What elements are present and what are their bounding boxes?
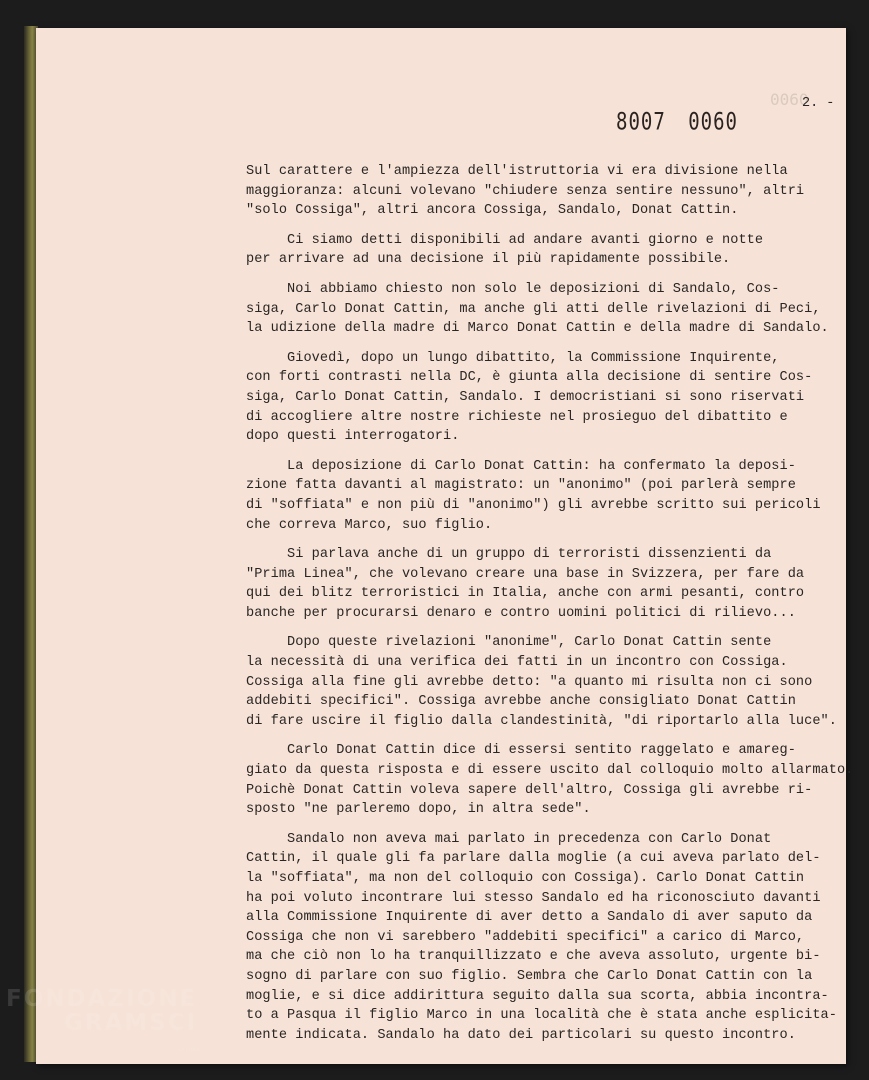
watermark-logo — [6, 986, 200, 1053]
text-line: ma che ciò non lo ha tranquillizzato e che aveva assoluto, urgente bi- — [246, 949, 821, 965]
text-line: dopo questi interrogatori. — [246, 429, 460, 445]
text-line: banche per procurarsi denaro e contro uomini politici di rilievo... — [246, 605, 796, 621]
text-line: siga, Carlo Donat Cattin, Sandalo. I democristiani si sono riservati — [246, 389, 805, 405]
text-line: la "soffiata", ma non del colloquio con Cossiga). Carlo Donat Cattin — [246, 871, 805, 886]
text-line: ha poi voluto incontrare lui stesso Sandalo ed ha riconosciuto davanti — [246, 890, 821, 906]
text-line: di fare uscire il figlio dalla clandestinità, "di riportarlo alla luce". — [246, 713, 837, 729]
paragraph — [246, 162, 826, 221]
text-line: Sandalo non aveva mai parlato in precedenza con Carlo Donat — [246, 831, 772, 847]
text-line: addebiti specifici". Cossiga avrebbe anche consigliato Donat Cattin — [246, 694, 796, 710]
text-line: la necessità di una verifica dei fatti in un incontro con Cossiga. — [246, 655, 788, 671]
text-line: Si parlava anche di un gruppo di terroristi dissenzienti da — [246, 547, 772, 563]
text-line: Cossiga alla fine gli avrebbe detto: "a quanto mi risulta non ci sono — [246, 674, 813, 690]
text-line: qui dei blitz terroristici in Italia, anche con armi pesanti, contro — [246, 586, 805, 602]
text-line: maggioranza: alcuni volevano "chiudere senza sentire nessuno", altri — [246, 183, 805, 199]
text-line: to a Pasqua il figlio Marco in una località che è stata anche esplicita- — [246, 1008, 837, 1024]
text-line: che correva Marco, suo figlio. — [246, 517, 493, 533]
text-line: Carlo Donat Cattin dice di essersi sentito raggelato e amareg- — [246, 743, 796, 759]
paragraph — [246, 830, 837, 1046]
faint-stamp-show-through: 0060 — [770, 90, 809, 109]
text-line: zione fatta davanti al magistrato: un "anonimo" (poi parlerà sempre — [246, 478, 796, 494]
paragraph — [246, 633, 837, 731]
text-line: di accogliere altre nostre richieste nel prosieguo del dibattito e — [246, 409, 788, 425]
text-line: Giovedì, dopo un lungo dibattito, la Commissione Inquirente, — [246, 350, 780, 366]
text-line: alla Commissione Inquirente di aver detto a Sandalo di aver saputo da — [246, 910, 813, 926]
text-line: La deposizione di Carlo Donat Cattin: ha confermato la deposi- — [246, 458, 796, 474]
text-line: Cattin, il quale gli fa parlare dalla moglie (a cui aveva parlato del- — [246, 851, 821, 867]
paragraph — [246, 545, 826, 623]
page-number: 2. - — [802, 96, 835, 111]
text-line: Cossiga che non vi sarebbero "addebiti specifici" a carico di Marco, — [246, 929, 805, 945]
text-line: per arrivare ad una decisione il più rapidamente possibile. — [246, 252, 731, 268]
text-line: Poichè Donat Cattin voleva sapere dell'altro, Cossiga gli avrebbe ri- — [246, 782, 813, 798]
watermark-line-3: onlus — [178, 1044, 200, 1053]
paragraph — [246, 231, 826, 270]
text-line: sposto "ne parleremo dopo, in altra sede". — [246, 802, 591, 818]
text-line: Dopo queste rivelazioni "anonime", Carlo Donat Cattin sente — [246, 635, 772, 651]
paragraph — [246, 349, 826, 447]
paragraph — [246, 741, 854, 819]
text-line: di "soffiata" e non più di "anonimo") gli avrebbe scritto sui pericoli — [246, 497, 821, 513]
text-line: la udizione della madre di Marco Donat Cattin e della madre di Sandalo. — [246, 321, 829, 337]
text-line: con forti contrasti nella DC, è giunta alla decisione di sentire Cos- — [246, 370, 813, 386]
text-line: sogno di parlare con suo figlio. Sembra che Carlo Donat Cattin con la — [246, 968, 813, 984]
archive-stamp-number: 8007 0060 — [616, 108, 738, 136]
paragraph — [246, 280, 829, 339]
text-line: Noi abbiamo chiesto non solo le deposizioni di Sandalo, Cos- — [246, 281, 780, 297]
paragraph — [246, 457, 826, 535]
text-line: "Prima Linea", che volevano creare una base in Svizzera, per fare da — [246, 566, 805, 582]
watermark-line-1: FONDAZIONE — [6, 986, 198, 1012]
text-line: "solo Cossiga", altri ancora Cossiga, Sandalo, Donat Cattin. — [246, 203, 739, 219]
text-line: moglie, e si dice addirittura seguito dalla sua scorta, abbia incontra- — [246, 988, 829, 1004]
watermark-line-2: GRAMSCI — [64, 1010, 198, 1036]
text-line: siga, Carlo Donat Cattin, ma anche gli atti delle rivelazioni di Peci, — [246, 301, 821, 317]
text-line: Sul carattere e l'ampiezza dell'istruttoria vi era divisione nella — [246, 164, 788, 179]
typewritten-body — [246, 162, 854, 1055]
text-line: mente indicata. Sandalo ha dato dei particolari su questo incontro. — [246, 1027, 796, 1043]
text-line: Ci siamo detti disponibili ad andare avanti giorno e notte — [246, 232, 764, 248]
text-line: giato da questa risposta e di essere uscito dal colloquio molto allarmato. — [246, 763, 854, 779]
